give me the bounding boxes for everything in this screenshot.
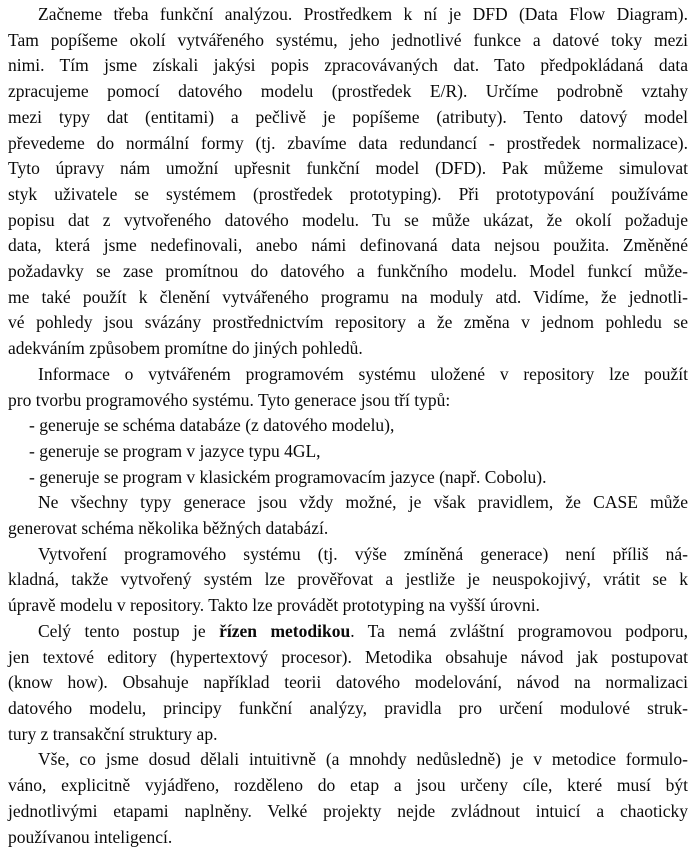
text-line bbox=[8, 696, 688, 722]
text-line bbox=[8, 413, 688, 439]
text-line bbox=[8, 285, 688, 311]
text-run: Začneme třeba funkční analýzou. Prostředkem k ní je DFD (Data Flow Diagram). bbox=[38, 4, 688, 24]
text-line bbox=[8, 156, 688, 182]
text-run: zpracujeme pomocí datového modelu (prostředek E/R). Určíme podrobně vztahy bbox=[8, 81, 688, 102]
text-run: generovat schéma několika běžných databází. bbox=[8, 518, 329, 539]
text-line bbox=[8, 773, 688, 799]
text-run: popisu dat z vytvořeného datového modelu. Tu se může ukázat, že okolí požaduje bbox=[8, 209, 688, 230]
text-run: Tam popíšeme okolí vytvářeného systému, jeho jednotlivé funkce a datové toky mezi bbox=[8, 29, 688, 50]
text-run: styk uživatele se systémem (prostředek prototyping). Při prototypování používáme bbox=[8, 183, 688, 204]
text-run: pro tvorbu programového systému. Tyto generace jsou tří typů: bbox=[8, 389, 451, 410]
text-run: (know how). Obsahuje například teorii datového modelování, návod na normalizaci bbox=[8, 672, 688, 693]
text-line bbox=[8, 388, 688, 414]
text-line bbox=[8, 79, 688, 105]
text-line bbox=[8, 233, 688, 259]
text-line bbox=[8, 593, 688, 619]
text-line bbox=[8, 670, 688, 696]
text-run: me také použít k členění vytvářeného programu na moduly atd. Vidíme, že jednotli- bbox=[8, 286, 688, 307]
text-line bbox=[8, 105, 688, 131]
text-line bbox=[8, 722, 688, 748]
text-line bbox=[8, 2, 688, 28]
text-run: Vše, co jsme dosud dělali intuitivně (a mnohdy nedůsledně) je v metodice formulo- bbox=[38, 749, 688, 770]
text-run: převedeme do normální formy (tj. zbavíme data redundancí - prostředek normalizace). bbox=[8, 132, 688, 153]
text-run: vé pohledy jsou svázány prostřednictvím repository a že změna v jednom pohledu se bbox=[8, 312, 688, 333]
text-line bbox=[8, 799, 688, 825]
text-run: . Ta nemá zvláštní programovou podporu, bbox=[350, 620, 688, 641]
text-line bbox=[8, 516, 688, 542]
text-line bbox=[8, 182, 688, 208]
text-run: kladná, takže vytvořený systém lze prověřovat a jestliže je neuspokojivý, vrátit se k bbox=[8, 569, 688, 590]
text-run: nimi. Tím jsme získali jakýsi popis zpracovávaných dat. Tato předpokládaná data bbox=[8, 55, 688, 76]
text-line bbox=[8, 208, 688, 234]
text-line bbox=[8, 362, 688, 388]
text-run: datového modelu, principy funkční analýzy, pravidla pro určení modulové struk- bbox=[8, 697, 688, 718]
text-run: data, která jsme nedefinovali, anebo námi definovaná data nejsou použita. Změněné bbox=[8, 235, 688, 256]
text-run: váno, explicitně vyjádřeno, rozděleno do etap a jsou určeny cíle, které musí být bbox=[8, 775, 688, 796]
text-run: používanou inteligencí. bbox=[8, 826, 173, 847]
text-line bbox=[8, 747, 688, 773]
text-run: Informace o vytvářeném programovém systému uložené v repository lze použít bbox=[38, 363, 688, 384]
text-line bbox=[8, 259, 688, 285]
text-run: požadavky se zase promítnou do datového a funkčního modelu. Model funkcí může- bbox=[8, 261, 688, 282]
text-run: adekváním způsobem promítne do jiných pohledů. bbox=[8, 338, 363, 359]
bold-text-run: řízen metodikou bbox=[219, 620, 351, 641]
text-run: mezi typy dat (entitami) a pečlivě je popíšeme (atributy). Tento datový model bbox=[8, 106, 688, 127]
text-run: - generuje se program v klasickém programovacím jazyce (např. Cobolu). bbox=[29, 466, 547, 487]
text-line bbox=[8, 542, 688, 568]
text-run: Celý tento postup je bbox=[38, 620, 220, 641]
text-run: jen textové editory (hypertextový procesor). Metodika obsahuje návod jak postupovat bbox=[8, 646, 688, 667]
text-run: Tyto úpravy nám umožní upřesnit funkční model (DFD). Pak můžeme simulovat bbox=[8, 158, 688, 179]
text-line bbox=[8, 439, 688, 465]
text-run: tury z transakční struktury ap. bbox=[8, 723, 218, 744]
text-run: jednotlivými etapami naplněny. Velké projekty nejde zvládnout intuicí a chaoticky bbox=[8, 800, 688, 821]
text-line bbox=[8, 645, 688, 671]
text-line bbox=[8, 53, 688, 79]
text-line bbox=[8, 490, 688, 516]
text-run: Vytvoření programového systému (tj. výše zmíněná generace) není příliš ná- bbox=[38, 543, 688, 564]
text-line bbox=[8, 131, 688, 157]
text-line bbox=[8, 825, 688, 850]
text-line bbox=[8, 28, 688, 54]
text-run: Ne všechny typy generace jsou vždy možné, je však pravidlem, že CASE může bbox=[38, 492, 688, 513]
text-line bbox=[8, 619, 688, 645]
text-line bbox=[8, 310, 688, 336]
text-run: - generuje se program v jazyce typu 4GL, bbox=[29, 440, 321, 461]
text-line bbox=[8, 465, 688, 491]
text-run: - generuje se schéma databáze (z datového modelu), bbox=[29, 415, 395, 436]
text-line bbox=[8, 567, 688, 593]
text-line bbox=[8, 336, 688, 362]
text-run: úpravě modelu v repository. Takto lze provádět prototyping na vyšší úrovni. bbox=[8, 595, 540, 616]
